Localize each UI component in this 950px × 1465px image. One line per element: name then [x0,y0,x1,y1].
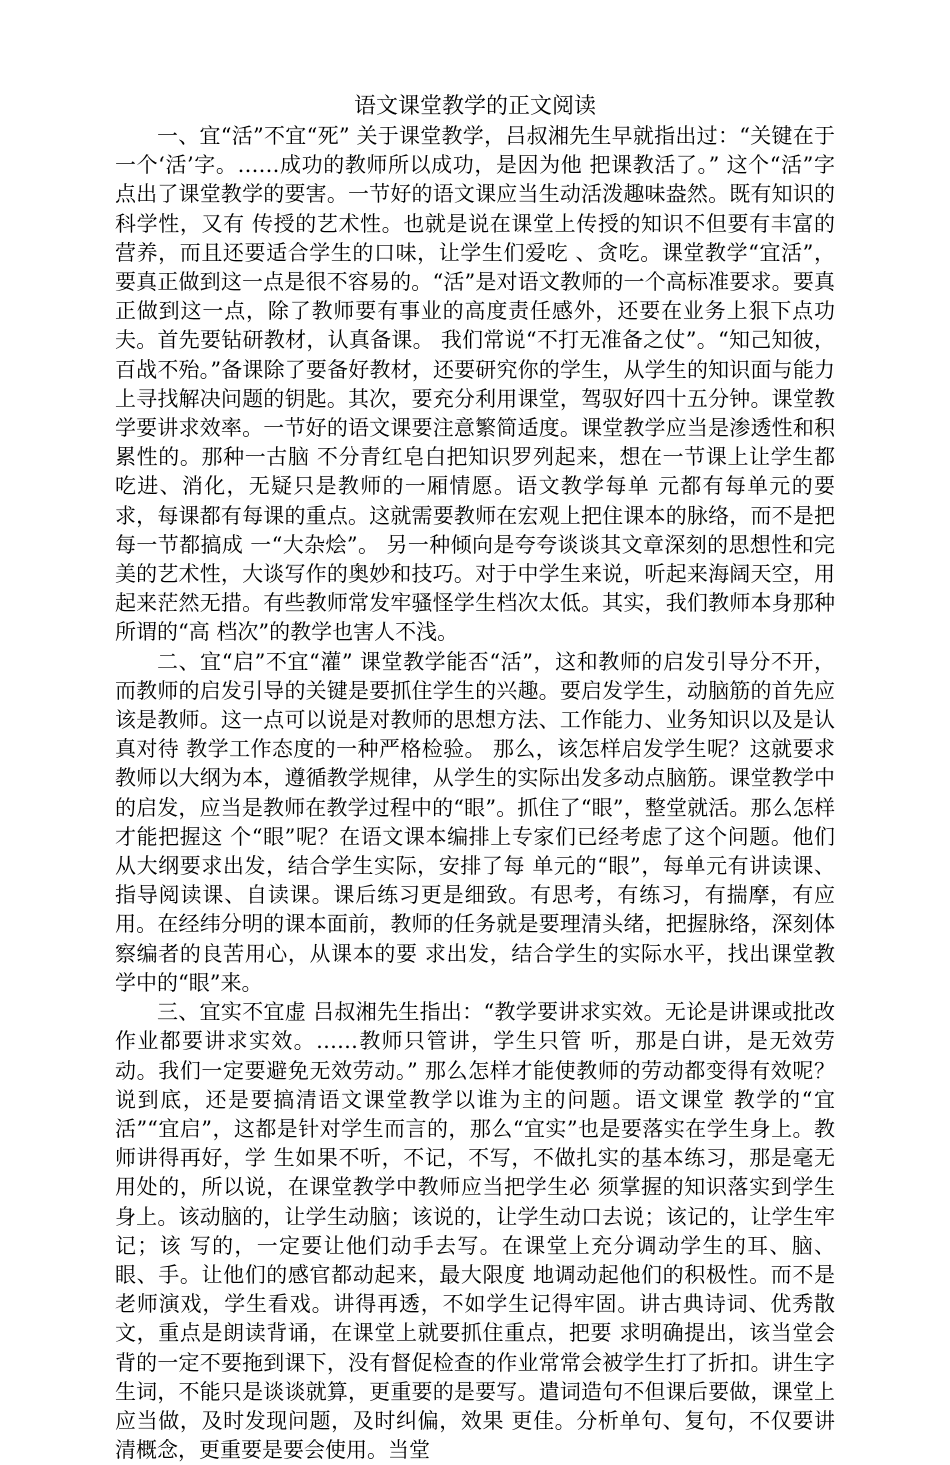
paragraph-3: 三、宜实不宜虚 吕叔湘先生指出：“教学要讲求实效。无论是讲课或批改作业都要讲求实效。……教师只管讲，学生只管 听，那是白讲，是无效劳动。我们一定要避免无效劳动。” 那么怎样才能使教师的劳动都变得有效呢？说到底，还是要搞清语文课堂教学以谁为主的问题。语文课堂 教学的“宜活”“宜启”，这都是针对学生而言的，那么“宜实”也是要落实在学生身上。教师讲得再好，学 生如果不听，不记，不写，不做扎实的基本练习，那是毫无用处的，所以说，在课堂教学中教师应当把学生必 须掌握的知识落实到学生身上。该动脑的，让学生动脑；该说的，让学生动口去说；该记的，让学生牢记；该 写的，一定要让他们动手去写。在课堂上充分调动学生的耳、脑、眼、手。让他们的感官都动起来，最大限度 地调动起他们的积极性。而不是老师演戏，学生看戏。讲得再透，不如学生记得牢固。讲古典诗词、优秀散文，重点是朗读背诵，在课堂上就要抓住重点，把要 求明确提出，该当堂会背的一定不要拖到课下，没有督促检查的作业常常会被学生打了折扣。讲生字生词，不能只是谈谈就算，更重要的是要写。遣词造句不但课后要做，课堂上应当做，及时发现问题，及时纠偏，效果 更佳。分析单句、复句，不仅要讲清概念，更重要是要会使用。当堂 [115,1000,835,1463]
paragraph-2: 二、宜“启”不宜“灌” 课堂教学能否“活”，这和教师的启发引导分不开，而教师的启发引导的关键是要抓住学生的兴趣。要启发学生，动脑筋的首先应该是教师。这一点可以说是对教师的思想方法、工作能力、业务知识以及是认真对待 教学工作态度的一种严格检验。 那么，该怎样启发学生呢？这就要求教师以大纲为本，遵循教学规律，从学生的实际出发多动点脑筋。课堂教学中的启发，应当是教师在教学过程中的“眼”。抓住了“眼”，整堂就活。那么怎样才能把握这 个“眼”呢？在语文课本编排上专家们已经考虑了这个问题。他们从大纲要求出发，结合学生实际，安排了每 单元的“眼”，每单元有讲读课、指导阅读课、自读课。课后练习更是细致。有思考，有练习，有揣摩，有应 用。在经纬分明的课本面前，教师的任务就是要理清头绪，把握脉络，深刻体察编者的良苦用心，从课本的要 求出发，结合学生的实际水平，找出课堂教学中的“眼”来。 [115,649,835,995]
document-title: 语文课堂教学的正文阅读 [353,94,596,119]
paragraph-1: 一、宜“活”不宜“死” 关于课堂教学，吕叔湘先生早就指出过：“关键在于一个‘活’字。……成功的教师所以成功，是因为他 把课教活了。” 这个“活”字点出了课堂教学的要害。一节好的语文课应当生动活泼趣味盎然。既有知识的科学性，又有 传授的艺术性。也就是说在课堂上传授的知识不但要有丰富的营养，而且还要适合学生的口味，让学生们爱吃 、贪吃。课堂教学“宜活”，要真正做到这一点是很不容易的。“活”是对语文教师的一个高标准要求。要真 正做到这一点，除了教师要有事业的高度责任感外，还要在业务上狠下点功夫。首先要钻研教材，认真备课。 我们常说“不打无准备之仗”。“知己知彼，百战不殆。”备课除了要备好教材，还要研究你的学生，从学生的知识面与能力上寻找解决问题的钥匙。其次，要充分利用课堂，驾驭好四十五分钟。课堂教学要讲求效率。一节好的语文课要注意繁简适度。课堂教学应当是渗透性和积累性的。那种一古脑 不分青红皂白把知识罗列起来，想在一节课上让学生都吃进、消化，无疑只是教师的一厢情愿。语文教学每单 元都有每单元的要求，每课都有每课的重点。这就需要教师在宏观上把住课本的脉络，而不是把每一节都搞成 一“大杂烩”。 另一种倾向是夸夸谈谈其文章深刻的思想性和完美的艺术性，大谈写作的奥妙和技巧。对于中学生来说，听起来海阔天空，用起来茫然无措。有些教师常发牢骚怪学生档次太低。其实，我们教师本身那种所谓的“高 档次”的教学也害人不浅。 [115,124,835,645]
document-page [115,92,835,1465]
